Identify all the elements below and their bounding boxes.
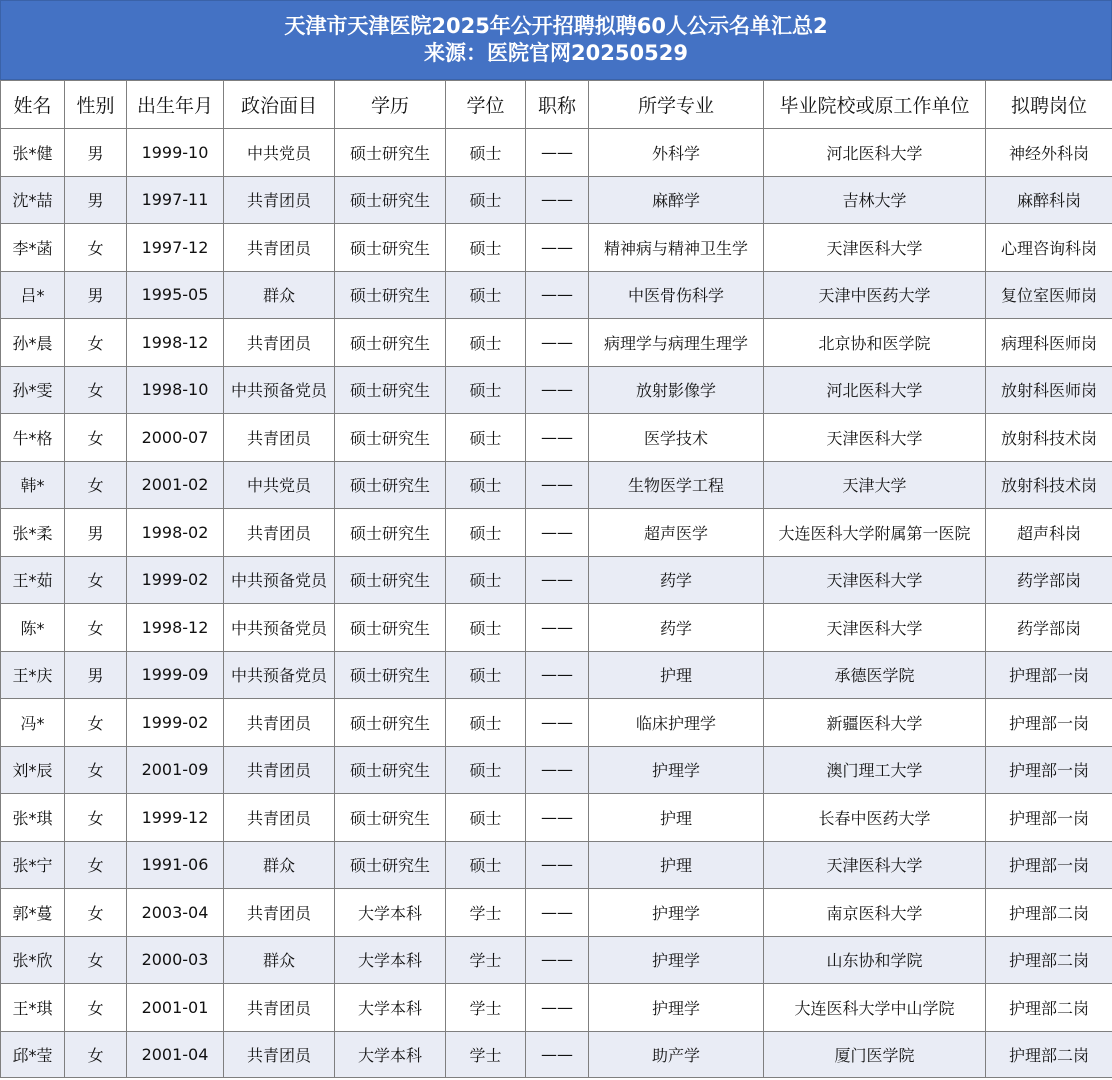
cell-degree: 硕士 xyxy=(446,604,526,652)
header-gender: 性别 xyxy=(65,81,127,129)
cell-major: 护理学 xyxy=(589,746,764,794)
cell-birth: 2003-04 xyxy=(127,889,224,937)
cell-degree: 硕士 xyxy=(446,176,526,224)
cell-birth: 1991-06 xyxy=(127,841,224,889)
cell-political: 群众 xyxy=(224,271,335,319)
cell-title: —— xyxy=(526,509,589,557)
cell-birth: 2001-02 xyxy=(127,461,224,509)
cell-position: 护理部一岗 xyxy=(986,794,1112,842)
cell-position: 病理科医师岗 xyxy=(986,319,1112,367)
cell-school: 河北医科大学 xyxy=(764,366,986,414)
cell-position: 复位室医师岗 xyxy=(986,271,1112,319)
cell-title: —— xyxy=(526,984,589,1032)
cell-birth: 2001-01 xyxy=(127,984,224,1032)
cell-position: 超声科岗 xyxy=(986,509,1112,557)
cell-school: 南京医科大学 xyxy=(764,889,986,937)
cell-political: 中共预备党员 xyxy=(224,604,335,652)
cell-birth: 2001-09 xyxy=(127,746,224,794)
cell-gender: 女 xyxy=(65,604,127,652)
cell-education: 硕士研究生 xyxy=(335,224,446,272)
cell-education: 硕士研究生 xyxy=(335,129,446,177)
cell-major: 助产学 xyxy=(589,1031,764,1077)
header-name: 姓名 xyxy=(1,81,65,129)
cell-school: 天津中医药大学 xyxy=(764,271,986,319)
cell-gender: 女 xyxy=(65,224,127,272)
cell-education: 硕士研究生 xyxy=(335,271,446,319)
cell-title: —— xyxy=(526,224,589,272)
cell-name: 王*庆 xyxy=(1,651,65,699)
cell-birth: 1999-02 xyxy=(127,556,224,604)
cell-major: 超声医学 xyxy=(589,509,764,557)
cell-school: 河北医科大学 xyxy=(764,129,986,177)
cell-name: 冯* xyxy=(1,699,65,747)
cell-degree: 学士 xyxy=(446,889,526,937)
cell-title: —— xyxy=(526,556,589,604)
cell-political: 共青团员 xyxy=(224,176,335,224)
cell-political: 共青团员 xyxy=(224,699,335,747)
cell-gender: 女 xyxy=(65,936,127,984)
table-row xyxy=(1,224,1112,272)
cell-degree: 硕士 xyxy=(446,746,526,794)
cell-education: 大学本科 xyxy=(335,984,446,1032)
cell-school: 大连医科大学中山学院 xyxy=(764,984,986,1032)
cell-school: 大连医科大学附属第一医院 xyxy=(764,509,986,557)
table-row xyxy=(1,651,1112,699)
cell-gender: 女 xyxy=(65,461,127,509)
cell-name: 刘*辰 xyxy=(1,746,65,794)
cell-name: 张*健 xyxy=(1,129,65,177)
table-row xyxy=(1,604,1112,652)
cell-birth: 1997-11 xyxy=(127,176,224,224)
cell-title: —— xyxy=(526,414,589,462)
cell-school: 新疆医科大学 xyxy=(764,699,986,747)
cell-title: —— xyxy=(526,841,589,889)
cell-education: 硕士研究生 xyxy=(335,414,446,462)
table-row xyxy=(1,746,1112,794)
cell-gender: 女 xyxy=(65,414,127,462)
cell-political: 共青团员 xyxy=(224,794,335,842)
cell-school: 天津医科大学 xyxy=(764,224,986,272)
cell-school: 承德医学院 xyxy=(764,651,986,699)
cell-title: —— xyxy=(526,366,589,414)
cell-degree: 硕士 xyxy=(446,556,526,604)
table-row xyxy=(1,699,1112,747)
cell-major: 护理 xyxy=(589,841,764,889)
cell-education: 大学本科 xyxy=(335,936,446,984)
table-row xyxy=(1,461,1112,509)
cell-birth: 2000-07 xyxy=(127,414,224,462)
cell-title: —— xyxy=(526,651,589,699)
cell-major: 中医骨伤科学 xyxy=(589,271,764,319)
cell-gender: 女 xyxy=(65,556,127,604)
cell-education: 硕士研究生 xyxy=(335,556,446,604)
cell-title: —— xyxy=(526,461,589,509)
cell-position: 护理部二岗 xyxy=(986,984,1112,1032)
table-row xyxy=(1,129,1112,177)
cell-title: —— xyxy=(526,699,589,747)
cell-degree: 硕士 xyxy=(446,414,526,462)
cell-birth: 1999-02 xyxy=(127,699,224,747)
cell-gender: 女 xyxy=(65,746,127,794)
cell-birth: 2001-04 xyxy=(127,1031,224,1077)
cell-degree: 硕士 xyxy=(446,794,526,842)
cell-political: 共青团员 xyxy=(224,889,335,937)
cell-birth: 1997-12 xyxy=(127,224,224,272)
cell-degree: 硕士 xyxy=(446,651,526,699)
cell-gender: 女 xyxy=(65,794,127,842)
cell-position: 护理部一岗 xyxy=(986,841,1112,889)
cell-name: 陈* xyxy=(1,604,65,652)
cell-major: 生物医学工程 xyxy=(589,461,764,509)
table-row xyxy=(1,936,1112,984)
cell-name: 王*琪 xyxy=(1,984,65,1032)
cell-political: 中共预备党员 xyxy=(224,651,335,699)
header-education: 学历 xyxy=(335,81,446,129)
cell-position: 护理部二岗 xyxy=(986,936,1112,984)
cell-gender: 女 xyxy=(65,889,127,937)
cell-title: —— xyxy=(526,271,589,319)
cell-birth: 1999-10 xyxy=(127,129,224,177)
cell-school: 山东协和学院 xyxy=(764,936,986,984)
table-body xyxy=(1,129,1112,1078)
cell-position: 护理部二岗 xyxy=(986,1031,1112,1077)
cell-title: —— xyxy=(526,794,589,842)
cell-political: 共青团员 xyxy=(224,1031,335,1077)
cell-school: 天津医科大学 xyxy=(764,841,986,889)
cell-position: 放射科技术岗 xyxy=(986,414,1112,462)
table-row xyxy=(1,889,1112,937)
cell-degree: 硕士 xyxy=(446,319,526,367)
cell-name: 郭*蔓 xyxy=(1,889,65,937)
cell-gender: 男 xyxy=(65,509,127,557)
cell-degree: 硕士 xyxy=(446,841,526,889)
cell-degree: 学士 xyxy=(446,984,526,1032)
header-title: 职称 xyxy=(526,81,589,129)
cell-birth: 1998-02 xyxy=(127,509,224,557)
cell-name: 张*欣 xyxy=(1,936,65,984)
cell-position: 护理部二岗 xyxy=(986,889,1112,937)
cell-degree: 硕士 xyxy=(446,366,526,414)
cell-gender: 女 xyxy=(65,1031,127,1077)
cell-name: 王*茹 xyxy=(1,556,65,604)
cell-degree: 硕士 xyxy=(446,129,526,177)
cell-school: 吉林大学 xyxy=(764,176,986,224)
cell-position: 麻醉科岗 xyxy=(986,176,1112,224)
cell-position: 放射科医师岗 xyxy=(986,366,1112,414)
cell-education: 大学本科 xyxy=(335,1031,446,1077)
cell-school: 长春中医药大学 xyxy=(764,794,986,842)
cell-title: —— xyxy=(526,1031,589,1077)
table-row xyxy=(1,1031,1112,1077)
cell-major: 护理学 xyxy=(589,936,764,984)
cell-name: 张*柔 xyxy=(1,509,65,557)
cell-title: —— xyxy=(526,604,589,652)
cell-major: 放射影像学 xyxy=(589,366,764,414)
cell-major: 护理学 xyxy=(589,889,764,937)
cell-degree: 硕士 xyxy=(446,271,526,319)
cell-title: —— xyxy=(526,936,589,984)
table-row xyxy=(1,366,1112,414)
cell-birth: 1995-05 xyxy=(127,271,224,319)
cell-political: 群众 xyxy=(224,936,335,984)
cell-degree: 硕士 xyxy=(446,699,526,747)
cell-political: 共青团员 xyxy=(224,509,335,557)
header-major: 所学专业 xyxy=(589,81,764,129)
cell-position: 药学部岗 xyxy=(986,556,1112,604)
cell-degree: 硕士 xyxy=(446,509,526,557)
cell-school: 天津医科大学 xyxy=(764,556,986,604)
header-political: 政治面目 xyxy=(224,81,335,129)
cell-education: 硕士研究生 xyxy=(335,461,446,509)
cell-political: 共青团员 xyxy=(224,414,335,462)
cell-gender: 男 xyxy=(65,651,127,699)
cell-position: 护理部一岗 xyxy=(986,651,1112,699)
cell-school: 天津医科大学 xyxy=(764,414,986,462)
cell-education: 硕士研究生 xyxy=(335,651,446,699)
cell-education: 硕士研究生 xyxy=(335,746,446,794)
cell-birth: 1998-12 xyxy=(127,604,224,652)
header-school: 毕业院校或原工作单位 xyxy=(764,81,986,129)
table-header-row xyxy=(1,81,1112,129)
table-row xyxy=(1,841,1112,889)
recruitment-table xyxy=(0,80,1112,1078)
cell-political: 中共预备党员 xyxy=(224,366,335,414)
cell-title: —— xyxy=(526,129,589,177)
cell-position: 护理部一岗 xyxy=(986,746,1112,794)
cell-gender: 男 xyxy=(65,129,127,177)
cell-name: 吕* xyxy=(1,271,65,319)
cell-birth: 1999-12 xyxy=(127,794,224,842)
header-birth: 出生年月 xyxy=(127,81,224,129)
cell-degree: 学士 xyxy=(446,936,526,984)
document-title: 天津市天津医院2025年公开招聘拟聘60人公示名单汇总2 xyxy=(284,14,828,38)
cell-major: 药学 xyxy=(589,556,764,604)
cell-political: 共青团员 xyxy=(224,746,335,794)
cell-political: 共青团员 xyxy=(224,319,335,367)
cell-gender: 男 xyxy=(65,176,127,224)
cell-birth: 1999-09 xyxy=(127,651,224,699)
cell-name: 李*菡 xyxy=(1,224,65,272)
cell-position: 放射科技术岗 xyxy=(986,461,1112,509)
cell-major: 外科学 xyxy=(589,129,764,177)
cell-gender: 女 xyxy=(65,699,127,747)
cell-major: 麻醉学 xyxy=(589,176,764,224)
cell-education: 硕士研究生 xyxy=(335,604,446,652)
cell-major: 药学 xyxy=(589,604,764,652)
cell-degree: 硕士 xyxy=(446,224,526,272)
cell-education: 硕士研究生 xyxy=(335,699,446,747)
cell-major: 医学技术 xyxy=(589,414,764,462)
cell-name: 孙*晨 xyxy=(1,319,65,367)
table-row xyxy=(1,271,1112,319)
table-row xyxy=(1,556,1112,604)
table-row xyxy=(1,319,1112,367)
cell-major: 病理学与病理生理学 xyxy=(589,319,764,367)
table-row xyxy=(1,794,1112,842)
cell-education: 硕士研究生 xyxy=(335,176,446,224)
table-row xyxy=(1,984,1112,1032)
cell-school: 天津大学 xyxy=(764,461,986,509)
title-banner xyxy=(0,0,1112,80)
cell-name: 牛*格 xyxy=(1,414,65,462)
cell-school: 天津医科大学 xyxy=(764,604,986,652)
cell-position: 药学部岗 xyxy=(986,604,1112,652)
cell-gender: 女 xyxy=(65,984,127,1032)
cell-education: 硕士研究生 xyxy=(335,794,446,842)
cell-birth: 2000-03 xyxy=(127,936,224,984)
cell-birth: 1998-12 xyxy=(127,319,224,367)
table-row xyxy=(1,509,1112,557)
cell-political: 中共党员 xyxy=(224,129,335,177)
cell-major: 护理 xyxy=(589,651,764,699)
cell-political: 中共党员 xyxy=(224,461,335,509)
cell-education: 硕士研究生 xyxy=(335,509,446,557)
cell-gender: 女 xyxy=(65,319,127,367)
table-row xyxy=(1,414,1112,462)
cell-name: 张*宁 xyxy=(1,841,65,889)
cell-name: 孙*雯 xyxy=(1,366,65,414)
cell-education: 硕士研究生 xyxy=(335,319,446,367)
cell-political: 中共预备党员 xyxy=(224,556,335,604)
cell-gender: 女 xyxy=(65,841,127,889)
cell-degree: 学士 xyxy=(446,1031,526,1077)
cell-position: 心理咨询科岗 xyxy=(986,224,1112,272)
header-position: 拟聘岗位 xyxy=(986,81,1112,129)
cell-position: 护理部一岗 xyxy=(986,699,1112,747)
cell-major: 护理学 xyxy=(589,984,764,1032)
cell-major: 精神病与精神卫生学 xyxy=(589,224,764,272)
table-row xyxy=(1,176,1112,224)
cell-school: 北京协和医学院 xyxy=(764,319,986,367)
cell-title: —— xyxy=(526,746,589,794)
cell-name: 韩* xyxy=(1,461,65,509)
header-degree: 学位 xyxy=(446,81,526,129)
cell-gender: 男 xyxy=(65,271,127,319)
cell-title: —— xyxy=(526,889,589,937)
cell-political: 共青团员 xyxy=(224,224,335,272)
cell-school: 厦门医学院 xyxy=(764,1031,986,1077)
cell-birth: 1998-10 xyxy=(127,366,224,414)
cell-school: 澳门理工大学 xyxy=(764,746,986,794)
cell-name: 张*琪 xyxy=(1,794,65,842)
cell-name: 沈*喆 xyxy=(1,176,65,224)
cell-gender: 女 xyxy=(65,366,127,414)
cell-political: 共青团员 xyxy=(224,984,335,1032)
cell-education: 硕士研究生 xyxy=(335,366,446,414)
cell-education: 硕士研究生 xyxy=(335,841,446,889)
cell-major: 护理 xyxy=(589,794,764,842)
cell-political: 群众 xyxy=(224,841,335,889)
cell-major: 临床护理学 xyxy=(589,699,764,747)
cell-degree: 硕士 xyxy=(446,461,526,509)
cell-name: 邱*莹 xyxy=(1,1031,65,1077)
cell-title: —— xyxy=(526,319,589,367)
cell-title: —— xyxy=(526,176,589,224)
cell-position: 神经外科岗 xyxy=(986,129,1112,177)
cell-education: 大学本科 xyxy=(335,889,446,937)
document-source: 来源：医院官网20250529 xyxy=(424,41,688,65)
